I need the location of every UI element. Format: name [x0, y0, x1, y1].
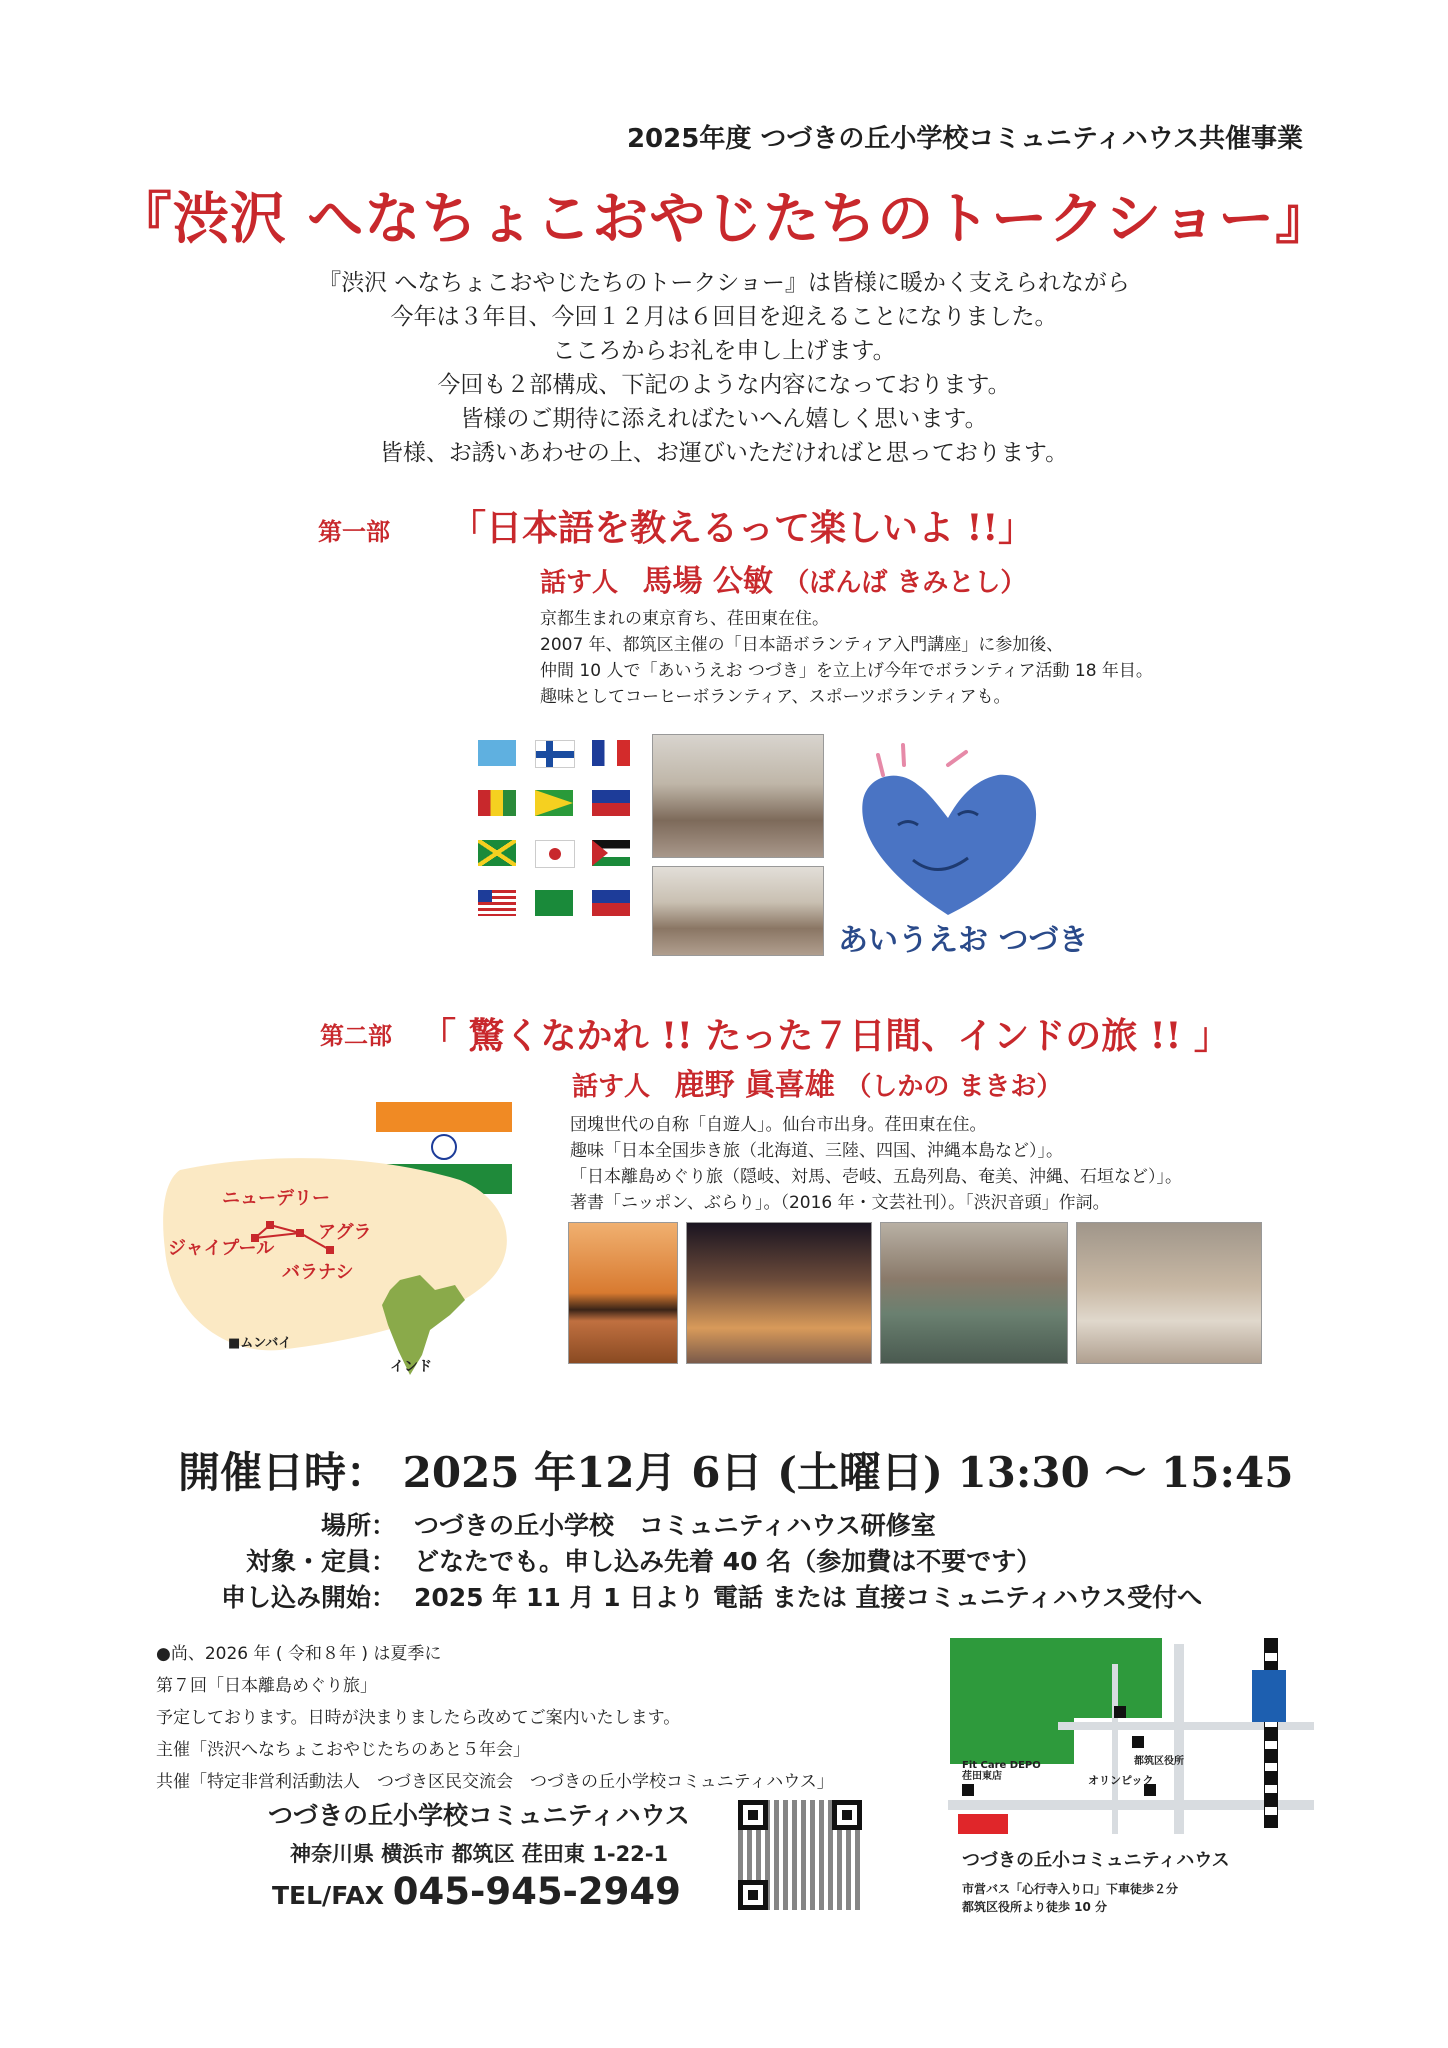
- classroom-photo: [652, 734, 824, 858]
- bio-line: 著書「ニッポン、ぶらり」。（2016 年・文芸社刊）。「渋沢音頭」作詞。: [570, 1193, 1110, 1213]
- info-row-capacity: [160, 1542, 1041, 1578]
- intro-line: 『渋沢 へなちょこおやじたちのトークショー』は皆様に暖かく支えられながら: [318, 270, 1130, 296]
- community-house-marker: [958, 1814, 1008, 1834]
- map-label-varanasi: バラナシ: [282, 1262, 354, 1283]
- note-line: 主催「渋沢へなちょこおやじたちのあと５年会」: [156, 1740, 530, 1760]
- speaker-reading: （しかの まきお）: [845, 1072, 1063, 1102]
- speaker-name: 馬場 公敏: [642, 564, 773, 599]
- bio-line: 趣味「日本全国歩き旅（北海道、三陸、四国、沖縄本島など）」。: [570, 1141, 1063, 1161]
- map-label-fitcare: Fit Care DEPO 荏田東店: [962, 1760, 1041, 1782]
- qr-code-icon: [738, 1800, 862, 1910]
- map-label-india: インド: [390, 1359, 432, 1375]
- bio-line: 京都生まれの東京育ち、荏田東在住。: [540, 609, 829, 629]
- info-label: 申し込み開始：: [220, 1583, 396, 1612]
- map-note-line: 都筑区役所より徒歩 10 分: [962, 1900, 1108, 1914]
- bio-line: 団塊世代の自称「自遊人」。仙台市出身。荏田東在住。: [570, 1115, 987, 1135]
- flag-france: [592, 740, 630, 766]
- flag-libya: [535, 890, 573, 916]
- tel-number: 045-945-2949: [392, 1870, 681, 1913]
- speaker-label: 話す人: [572, 1072, 651, 1102]
- flag-finland: [535, 740, 575, 768]
- info-label: 対象・定員：: [245, 1547, 396, 1576]
- bio-line: 仲間 10 人で「あいうえお つづき」を立上げ今年でボランティア活動 18 年目。: [540, 661, 1153, 681]
- part2-speaker: [572, 1060, 1062, 1104]
- classroom-photo: [652, 866, 824, 956]
- notes: [156, 1638, 834, 1798]
- ceremony-photo: [686, 1222, 872, 1364]
- logo-text: [838, 915, 1088, 959]
- speaker-reading: （ばんば きみとし）: [783, 568, 1027, 598]
- tel-label: TEL/FAX: [272, 1881, 393, 1910]
- event-subtitle: 2025年度 つづきの丘小学校コミュニティハウス共催事業: [626, 124, 1303, 154]
- access-map: [948, 1636, 1314, 1832]
- market-photo: [1076, 1222, 1262, 1364]
- speaker-name: 鹿野 眞喜雄: [674, 1068, 835, 1103]
- part1-label: 第一部: [318, 517, 390, 546]
- info-value: 2025 年 11 月 1 日より 電話 または 直接コミュニティハウス受付へ: [414, 1583, 1203, 1612]
- map-label-jaipur: ジャイプール: [168, 1238, 275, 1259]
- flag-jordan: [592, 840, 630, 866]
- part1-bio: [540, 606, 1153, 710]
- organizer-address: 神奈川県 横浜市 都筑区 荏田東 1-22-1: [290, 1842, 669, 1866]
- info-row-location: [160, 1506, 936, 1542]
- sunset-photo: [568, 1222, 678, 1364]
- intro-line: 皆様のご期待に添えればたいへん嬉しく思います。: [460, 406, 988, 432]
- map-label-ward-office: 都筑区役所: [1134, 1756, 1184, 1767]
- park-area: [950, 1638, 1162, 1718]
- note-line: ●尚、2026 年 ( 令和８年 ) は夏季に: [156, 1644, 442, 1664]
- flag-haiti: [592, 790, 630, 816]
- intro-text: [200, 266, 1248, 470]
- part2-bio: [570, 1112, 1182, 1216]
- flag-guinea-bissau: [478, 790, 516, 816]
- info-row-application: [160, 1578, 1202, 1614]
- park-area: [950, 1718, 1074, 1764]
- organizer-tel: [272, 1870, 681, 1913]
- station-icon: [1252, 1670, 1286, 1722]
- part1-title: 「日本語を教えるって楽しいよ !!」: [450, 507, 1035, 549]
- event-datetime: [178, 1440, 1293, 1500]
- flag-jamaica: [478, 840, 516, 866]
- flag-liechtenstein: [592, 890, 630, 916]
- map-note-line: 市営バス「心行寺入り口」下車徒歩２分: [962, 1882, 1179, 1896]
- flags-grid: [478, 740, 630, 920]
- intro-line: こころからお礼を申し上げます。: [552, 338, 896, 364]
- event-title: 『渋沢 へなちょこおやじたちのトークショー』: [115, 186, 1333, 252]
- map-title: つづきの丘小コミュニティハウス: [962, 1850, 1230, 1871]
- note-line: 予定しております。日時が決まりましたら改めてご案内いたします。: [156, 1708, 681, 1728]
- intro-line: 今年は３年目、今回１２月は６回目を迎えることになりました。: [390, 304, 1058, 330]
- note-line: 共催「特定非営利活動法人 つづき区民交流会 つづきの丘小学校コミュニティハウス」: [156, 1772, 834, 1792]
- bio-line: 2007 年、都筑区主催の「日本語ボランティア入門講座」に参加後、: [540, 635, 1064, 655]
- map-label-olympic: オリンピック: [1088, 1774, 1154, 1787]
- part2-title: 「 驚くなかれ !! たった７日間、インドの旅 !! 」: [420, 1015, 1230, 1057]
- info-value: つづきの丘小学校 コミュニティハウス研修室: [414, 1511, 936, 1540]
- part2-label: 第二部: [320, 1021, 392, 1050]
- flag-liberia: [478, 890, 516, 916]
- map-label-agra: アグラ: [318, 1222, 372, 1243]
- map-label-mumbai: ■ムンバイ: [228, 1336, 292, 1351]
- flag-fiji: [478, 740, 516, 766]
- date-label: 開催日時：: [178, 1448, 389, 1497]
- speaker-label: 話す人: [540, 568, 619, 598]
- railway-line: [1264, 1638, 1278, 1828]
- intro-line: 皆様、お誘いあわせの上、お運びいただければと思っております。: [379, 440, 1069, 466]
- logo-label: あいうえお つづき: [838, 923, 1089, 958]
- date-value: 2025 年12月 6日 (土曜日) 13:30 ～ 15:45: [402, 1448, 1294, 1497]
- info-label: 場所：: [320, 1511, 396, 1540]
- part1-speaker: [540, 556, 1026, 600]
- intro-line: 今回も２部構成、下記のような内容になっております。: [437, 372, 1011, 398]
- boat-photo: [880, 1222, 1068, 1364]
- flag-guyana: [535, 790, 573, 816]
- bio-line: 趣味としてコーヒーボランティア、スポーツボランティアも。: [540, 687, 1011, 707]
- map-label-delhi: ニューデリー: [222, 1188, 330, 1209]
- bio-line: 「日本離島めぐり旅（隠岐、対馬、壱岐、五島列島、奄美、沖縄、石垣など）」。: [570, 1167, 1182, 1187]
- flag-japan: [535, 840, 575, 868]
- organizer-name: つづきの丘小学校コミュニティハウス: [268, 1801, 690, 1830]
- info-value: どなたでも。申し込み先着 40 名（参加費は不要です）: [414, 1547, 1042, 1576]
- note-line: 第７回「日本離島めぐり旅」: [156, 1676, 377, 1696]
- map-notes: [962, 1880, 1178, 1916]
